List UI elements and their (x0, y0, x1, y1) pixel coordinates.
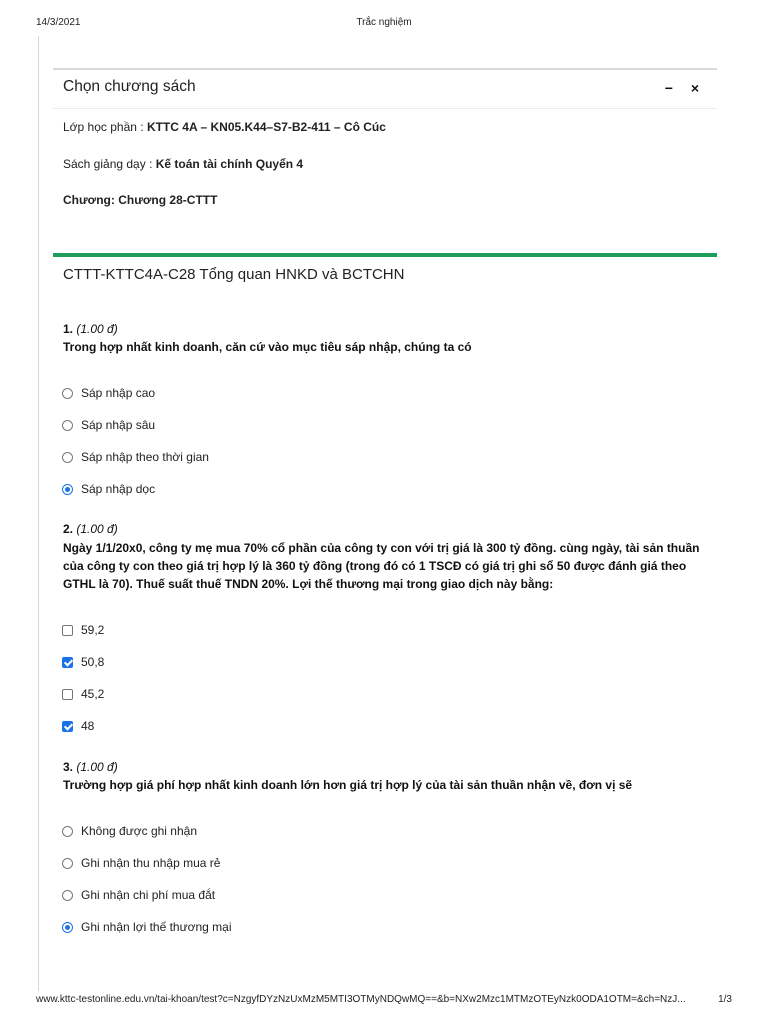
chapter-label: Chương: (63, 193, 119, 207)
checkbox[interactable] (62, 689, 73, 700)
option-label: Ghi nhận chi phí mua đắt (81, 888, 216, 902)
question-points: (1.00 đ) (76, 760, 118, 774)
question-1-text: Trong hợp nhất kinh doanh, căn cứ vào mục tiêu sáp nhập, chúng ta có (63, 340, 472, 354)
close-icon[interactable]: × (690, 80, 699, 96)
checkbox-checked[interactable] (62, 657, 73, 668)
question-number: 2. (63, 522, 74, 536)
question-3-option-4[interactable] (62, 919, 232, 935)
radio-button[interactable] (62, 420, 73, 431)
print-title: Trắc nghiệm (356, 17, 412, 28)
panel-controls (651, 80, 699, 96)
print-date: 14/3/2021 (36, 17, 81, 28)
question-points: (1.00 đ) (76, 322, 118, 336)
quiz-panel (53, 253, 717, 283)
question-2-option-1[interactable] (62, 622, 104, 638)
question-1-header (63, 322, 118, 336)
minus-icon[interactable]: − (664, 80, 673, 96)
question-3-text: Trường hợp giá phí hợp nhất kinh doanh lớn hơn giá trị hợp lý của tài sản thuần nhận về, đơn vị sẽ (63, 778, 633, 792)
question-1-option-3[interactable] (62, 449, 209, 465)
checkbox[interactable] (62, 625, 73, 636)
book-label: Sách giảng dạy : (63, 157, 156, 171)
option-label: 50,8 (81, 655, 105, 669)
chapter-value: Chương 28-CTTT (118, 193, 218, 207)
question-3-option-2[interactable] (62, 855, 220, 871)
page-number: 1/3 (718, 994, 732, 1005)
page-left-border (38, 36, 39, 991)
option-label: Ghi nhận thu nhập mua rẻ (81, 856, 221, 870)
panel-divider (53, 108, 717, 109)
book-value: Kế toán tài chính Quyển 4 (155, 157, 304, 171)
option-label: Sáp nhập sâu (81, 418, 156, 432)
question-3-option-3[interactable] (62, 887, 215, 903)
radio-button-selected[interactable] (62, 922, 73, 933)
question-1-option-2[interactable] (62, 417, 155, 433)
option-label: Sáp nhập theo thời gian (81, 450, 209, 464)
class-value: KTTC 4A – KN05.K44–S7-B2-411 – Cô Cúc (146, 120, 386, 134)
checkbox-checked[interactable] (62, 721, 73, 732)
question-number: 1. (63, 322, 74, 336)
book-info (63, 157, 303, 171)
radio-button[interactable] (62, 452, 73, 463)
question-1-option-4[interactable] (62, 481, 155, 497)
class-label: Lớp học phần : (63, 120, 147, 134)
question-1-option-1[interactable] (62, 385, 155, 401)
question-3-header (63, 760, 118, 774)
radio-button[interactable] (62, 388, 73, 399)
option-label: Sáp nhập cao (81, 386, 156, 400)
radio-button[interactable] (62, 858, 73, 869)
question-3-option-1[interactable] (62, 823, 197, 839)
page-url: www.kttc-testonline.edu.vn/tai-khoan/test?c=NzgyfDYzNzUxMzM5MTI3OTMyNDQwMQ==&b=NXw2Mzc1MTMzOTEyNzk0ODA1OTM=&ch=NzJ... (36, 994, 686, 1005)
question-2-text: Ngày 1/1/20x0, công ty mẹ mua 70% cổ phần của công ty con với trị giá là 300 tỷ đồng. cùng ngày, tài sản thuần của công ty con theo giá trị hợp lý là 360 tỷ đồng (trong đó có 1 TSCĐ có giá trị ghi sổ 50 được đánh giá theo GTHL là 70). Thuế suất thuế TNDN 20%. Lợi thế thương mại trong giao dịch này bằng: (63, 541, 700, 591)
option-label: Ghi nhận lợi thế thương mại (81, 920, 232, 934)
radio-button-selected[interactable] (62, 484, 73, 495)
question-2-option-3[interactable] (62, 686, 104, 702)
radio-button[interactable] (62, 826, 73, 837)
option-label: Sáp nhập dọc (81, 482, 156, 496)
chapter-info (63, 193, 217, 207)
option-label: 48 (81, 719, 95, 733)
question-2-option-2[interactable] (62, 654, 104, 670)
chapter-select-panel (53, 68, 717, 207)
question-points: (1.00 đ) (76, 522, 118, 536)
radio-button[interactable] (62, 890, 73, 901)
question-2-header (63, 522, 118, 536)
option-label: 45,2 (81, 687, 105, 701)
class-info (63, 120, 386, 134)
quiz-title: CTTT-KTTC4A-C28 Tổng quan HNKD và BCTCHN (63, 266, 405, 283)
panel-title: Chọn chương sách (63, 78, 196, 95)
question-2-option-4[interactable] (62, 718, 94, 734)
option-label: 59,2 (81, 623, 105, 637)
option-label: Không được ghi nhận (81, 824, 197, 838)
question-number: 3. (63, 760, 74, 774)
